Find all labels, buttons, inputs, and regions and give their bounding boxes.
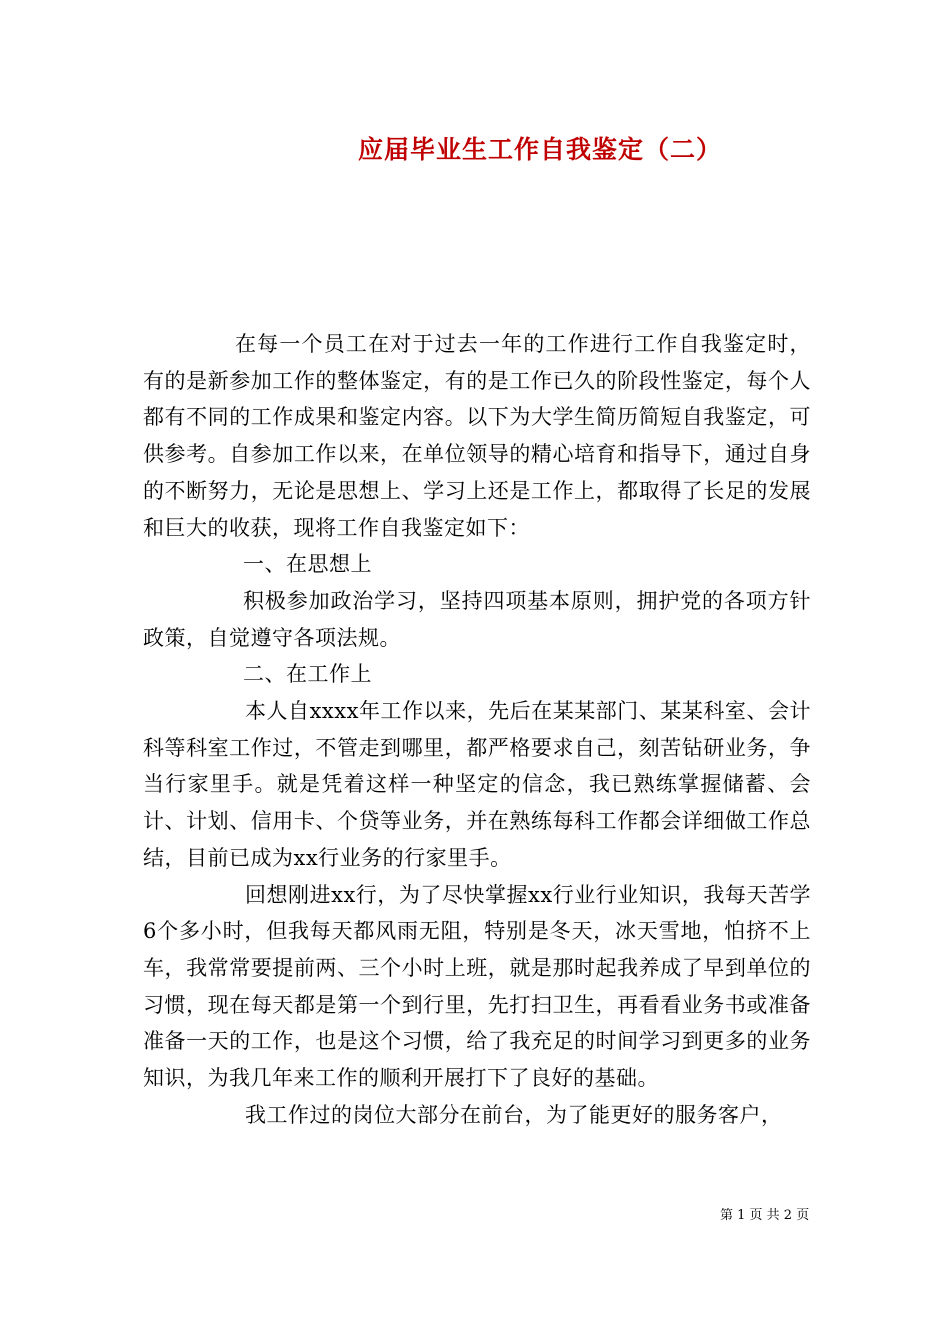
intro-paragraph: 在每一个员工在对于过去一年的工作进行工作自我鉴定时，有的是新参加工作的整体鉴定，有的是工作已久的阶段性鉴定，每个人都有不同的工作成果和鉴定内容。以下为大学生简历简短自我鉴定，可供参考。自参加工作以来，在单位领导的精心培育和指导下，通过自身的不断努力，无论是思想上、学习上还是工作上，都取得了长足的发展和巨大的收获，现将工作自我鉴定如下： bbox=[143, 332, 811, 540]
recollection-paragraph: 回想刚进xx行，为了尽快掌握xx行业行业知识，我每天苦学6个多小时，但我每天都风雨无阻，特别是冬天，冰天雪地，怕挤不上车，我常常要提前两、三个小时上班，就是那时起我养成了早到单位的习惯，现在每天都是第一个到行里，先打扫卫生，再看看业务书或准备准备一天的工作，也是这个习惯，给了我充足的时间学习到更多的业务知识，为我几年来工作的顺利开展打下了良好的基础。 bbox=[143, 882, 811, 1091]
document-title: 应届毕业生工作自我鉴定（二） bbox=[357, 135, 722, 164]
document-body bbox=[143, 326, 811, 1133]
front-desk-paragraph: 我工作过的岗位大部分在前台，为了能更好的服务客户， bbox=[245, 1102, 783, 1127]
section-heading-thought: 一、在思想上 bbox=[243, 552, 372, 577]
section-heading-work: 二、在工作上 bbox=[243, 662, 372, 687]
work-paragraph: 本人自xxxx年工作以来，先后在某某部门、某某科室、会计科等科室工作过，不管走到哪里，都严格要求自己，刻苦钻研业务，争当行家里手。就是凭着这样一种坚定的信念，我已熟练掌握储蓄、会计、计划、信用卡、个贷等业务，并在熟练每科工作都会详细做工作总结，目前已成为xx行业务的行家里手。 bbox=[143, 699, 811, 870]
page-indicator: 第 1 页 共 2 页 bbox=[720, 1208, 810, 1223]
thought-paragraph: 积极参加政治学习，坚持四项基本原则，拥护党的各项方针政策，自觉遵守各项法规。 bbox=[143, 588, 811, 650]
